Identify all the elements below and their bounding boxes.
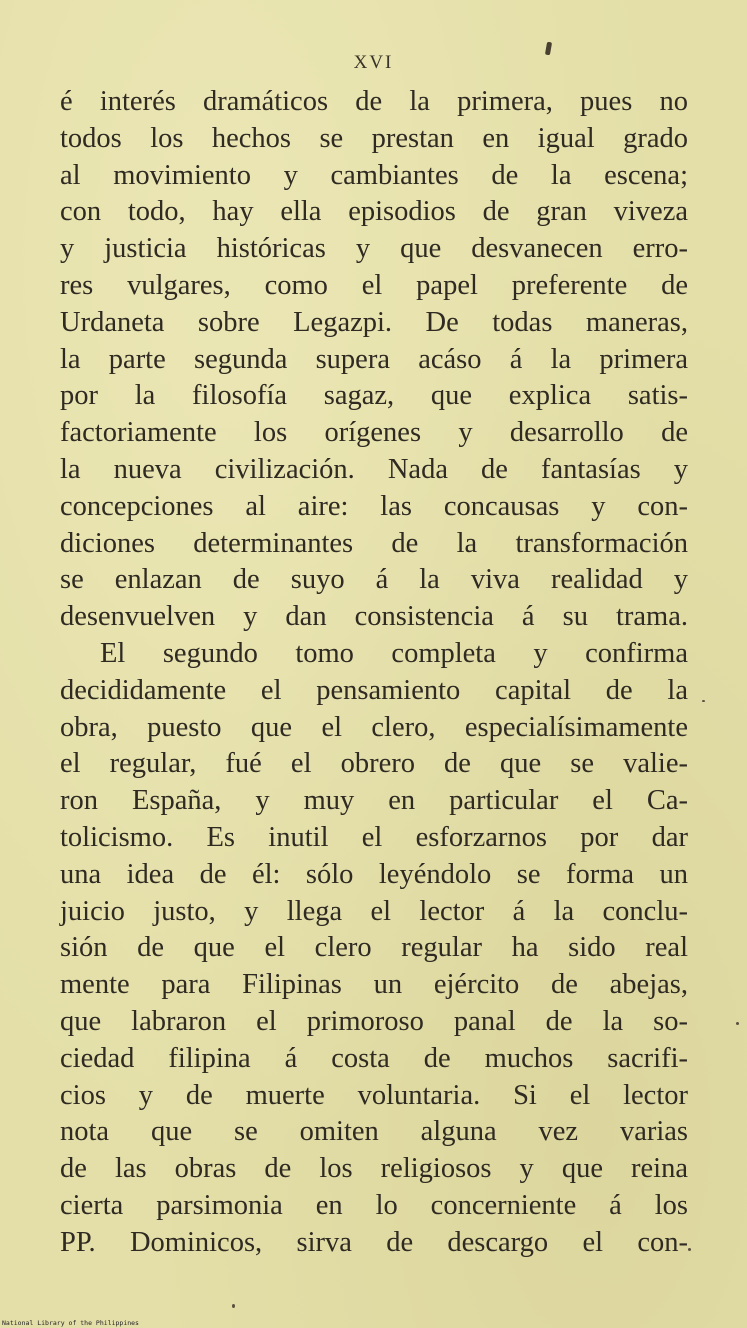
text-line: tolicismo. Es inutil el esforzarnos por dar [60,821,688,853]
text-line: decididamente el pensamiento capital de la [60,674,688,706]
library-watermark: National Library of the Philippines [2,1319,139,1327]
paper-speck [688,1248,691,1251]
text-line: juicio justo, y llega el lector á la conclu- [60,895,688,927]
text-line: una idea de él: sólo leyéndolo se forma un [60,858,688,890]
text-line: mente para Filipinas un ejército de abejas, [60,969,688,1001]
text-line: ciedad filipina á costa de muchos sacrifi- [60,1042,688,1074]
text-line: El segundo tomo completa y confirma [100,637,688,669]
text-line: y justicia históricas y que desvanecen erro- [60,233,688,265]
text-line: cios y de muerte voluntaria. Si el lector [60,1079,688,1111]
text-line: factoriamente los orígenes y desarrollo de [60,417,688,449]
text-line: la nueva civilización. Nada de fantasías y [60,453,688,485]
text-line: el regular, fué el obrero de que se valie- [60,748,688,780]
paper-speck [232,1304,235,1308]
text-line: con todo, hay ella episodios de gran viveza [60,196,688,228]
text-line: diciones determinantes de la transformación [60,527,688,559]
paper-speck [702,700,705,702]
text-line: ron España, y muy en particular el Ca- [60,785,688,817]
text-line: res vulgares, como el papel preferente de [60,269,688,301]
text-line: se enlazan de suyo á la viva realidad y [60,564,688,596]
text-line: obra, puesto que el clero, especialísimamente [60,711,688,743]
text-line: al movimiento y cambiantes de la escena; [60,159,688,191]
text-line: por la filosofía sagaz, que explica satis- [60,380,688,412]
text-line: PP. Dominicos, sirva de descargo el con- [60,1226,688,1258]
body-text [60,84,688,1262]
text-line: nota que se omiten alguna vez varias [60,1116,688,1148]
text-line: Urdaneta sobre Legazpi. De todas maneras, [60,306,688,338]
page-number: XVI [353,52,394,73]
text-line: desenvuelven y dan consistencia á su trama. [60,601,688,633]
text-line: concepciones al aire: las concausas y con- [60,490,688,522]
text-line: é interés dramáticos de la primera, pues no [60,86,688,117]
text-line: sión de que el clero regular ha sido real [60,932,688,964]
text-line: cierta parsimonia en lo concerniente á los [60,1189,688,1221]
text-line: todos los hechos se prestan en igual grado [60,122,688,154]
text-line: de las obras de los religiosos y que reina [60,1153,688,1185]
text-line: la parte segunda supera acáso á la primera [60,343,688,375]
paper-speck [736,1022,739,1025]
text-line: que labraron el primoroso panal de la so- [60,1005,688,1037]
